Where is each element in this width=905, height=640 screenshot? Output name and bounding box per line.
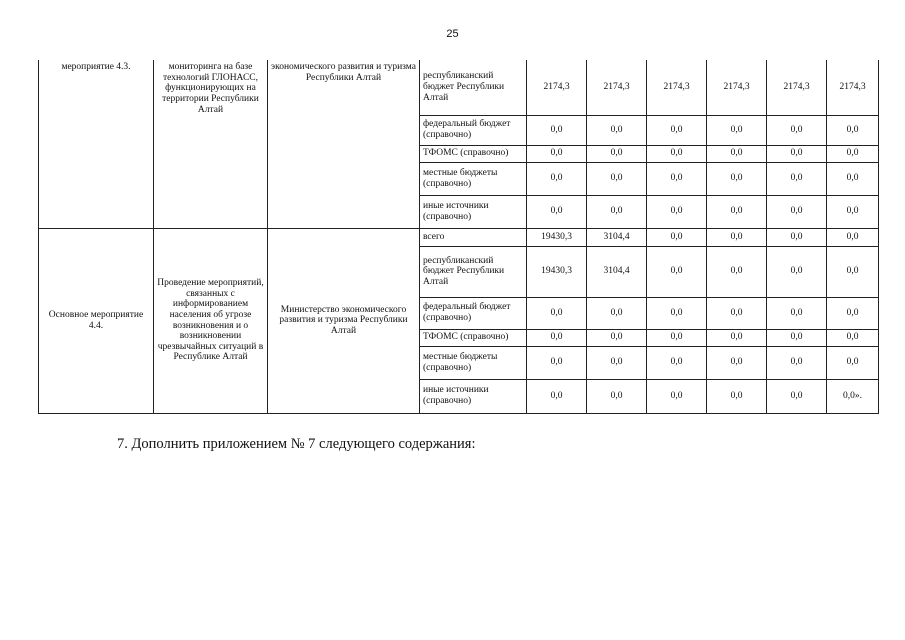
value-cell: 0,0 — [707, 162, 767, 195]
page-number: 25 — [446, 28, 459, 40]
value-cell: 0,0 — [587, 297, 647, 329]
value-cell: 0,0 — [647, 346, 707, 379]
value-cell: 0,0 — [647, 329, 707, 346]
source-cell: местные бюджеты (справочно) — [420, 346, 527, 379]
source-cell: ТФОМС (справочно) — [420, 145, 527, 162]
description-cell: Проведение мероприятий, связанных с информированием населения об угрозе возникновения и о возникновении чрезвычайных ситуаций в Республике Алтай — [154, 228, 268, 413]
value-cell: 3104,4 — [587, 246, 647, 297]
value-cell: 2174,3 — [527, 60, 587, 115]
value-cell: 0,0 — [767, 346, 827, 379]
value-cell: 0,0 — [707, 228, 767, 246]
value-cell: 0,0 — [647, 145, 707, 162]
value-cell: 0,0 — [527, 329, 587, 346]
value-cell: 0,0 — [827, 329, 879, 346]
value-cell: 0,0 — [707, 246, 767, 297]
budget-table — [38, 60, 879, 414]
value-cell: 0,0 — [587, 115, 647, 145]
source-cell: иные источники (справочно) — [420, 379, 527, 413]
value-cell: 0,0 — [827, 246, 879, 297]
value-cell: 0,0 — [587, 346, 647, 379]
value-cell: 0,0 — [767, 145, 827, 162]
value-cell: 0,0 — [827, 162, 879, 195]
value-cell: 0,0 — [587, 195, 647, 228]
source-cell: федеральный бюджет (справочно) — [420, 115, 527, 145]
value-cell: 0,0 — [767, 246, 827, 297]
value-cell: 0,0 — [527, 145, 587, 162]
value-cell: 0,0 — [587, 145, 647, 162]
value-cell: 0,0 — [827, 228, 879, 246]
value-cell: 0,0 — [767, 195, 827, 228]
value-cell: 2174,3 — [707, 60, 767, 115]
source-cell: федеральный бюджет (справочно) — [420, 297, 527, 329]
value-cell: 0,0 — [707, 379, 767, 413]
description-cell: мониторинга на базе технологий ГЛОНАСС, функционирующих на территории Республики Алтай — [154, 60, 268, 228]
value-cell: 19430,3 — [527, 228, 587, 246]
value-cell: 0,0 — [827, 115, 879, 145]
source-cell: ТФОМС (справочно) — [420, 329, 527, 346]
value-cell: 2174,3 — [647, 60, 707, 115]
value-cell: 0,0 — [827, 195, 879, 228]
value-cell: 0,0 — [707, 297, 767, 329]
value-cell: 0,0 — [527, 346, 587, 379]
value-cell: 0,0». — [827, 379, 879, 413]
value-cell: 0,0 — [647, 228, 707, 246]
value-cell: 0,0 — [707, 346, 767, 379]
value-cell: 0,0 — [587, 162, 647, 195]
value-cell: 0,0 — [767, 162, 827, 195]
value-cell: 0,0 — [767, 297, 827, 329]
executor-cell: Министерство экономического развития и туризма Республики Алтай — [268, 228, 420, 413]
value-cell: 3104,4 — [587, 228, 647, 246]
source-cell: республиканский бюджет Республики Алтай — [420, 246, 527, 297]
value-cell: 0,0 — [827, 145, 879, 162]
value-cell: 2174,3 — [827, 60, 879, 115]
table-row — [39, 60, 879, 115]
budget-table-container — [38, 60, 878, 414]
value-cell: 0,0 — [707, 115, 767, 145]
executor-cell: экономического развития и туризма Республики Алтай — [268, 60, 420, 228]
value-cell: 0,0 — [527, 297, 587, 329]
value-cell: 0,0 — [587, 329, 647, 346]
value-cell: 0,0 — [527, 162, 587, 195]
value-cell: 2174,3 — [587, 60, 647, 115]
value-cell: 0,0 — [767, 329, 827, 346]
source-cell: республиканский бюджет Республики Алтай — [420, 60, 527, 115]
value-cell: 0,0 — [647, 379, 707, 413]
event-cell: мероприятие 4.3. — [39, 60, 154, 228]
value-cell: 0,0 — [707, 329, 767, 346]
value-cell: 0,0 — [647, 162, 707, 195]
value-cell: 2174,3 — [767, 60, 827, 115]
table-row — [39, 228, 879, 246]
value-cell: 0,0 — [827, 346, 879, 379]
value-cell: 0,0 — [647, 115, 707, 145]
value-cell: 0,0 — [767, 115, 827, 145]
value-cell: 0,0 — [527, 115, 587, 145]
value-cell: 0,0 — [587, 379, 647, 413]
value-cell: 0,0 — [827, 297, 879, 329]
source-cell: всего — [420, 228, 527, 246]
value-cell: 0,0 — [527, 379, 587, 413]
source-cell: иные источники (справочно) — [420, 195, 527, 228]
paragraph-text: 7. Дополнить приложением № 7 следующего содержания: — [117, 436, 476, 452]
value-cell: 0,0 — [647, 195, 707, 228]
value-cell: 19430,3 — [527, 246, 587, 297]
value-cell: 0,0 — [647, 297, 707, 329]
value-cell: 0,0 — [707, 145, 767, 162]
value-cell: 0,0 — [767, 379, 827, 413]
value-cell: 0,0 — [767, 228, 827, 246]
value-cell: 0,0 — [647, 246, 707, 297]
source-cell: местные бюджеты (справочно) — [420, 162, 527, 195]
value-cell: 0,0 — [707, 195, 767, 228]
value-cell: 0,0 — [527, 195, 587, 228]
event-cell: Основное мероприятие 4.4. — [39, 228, 154, 413]
